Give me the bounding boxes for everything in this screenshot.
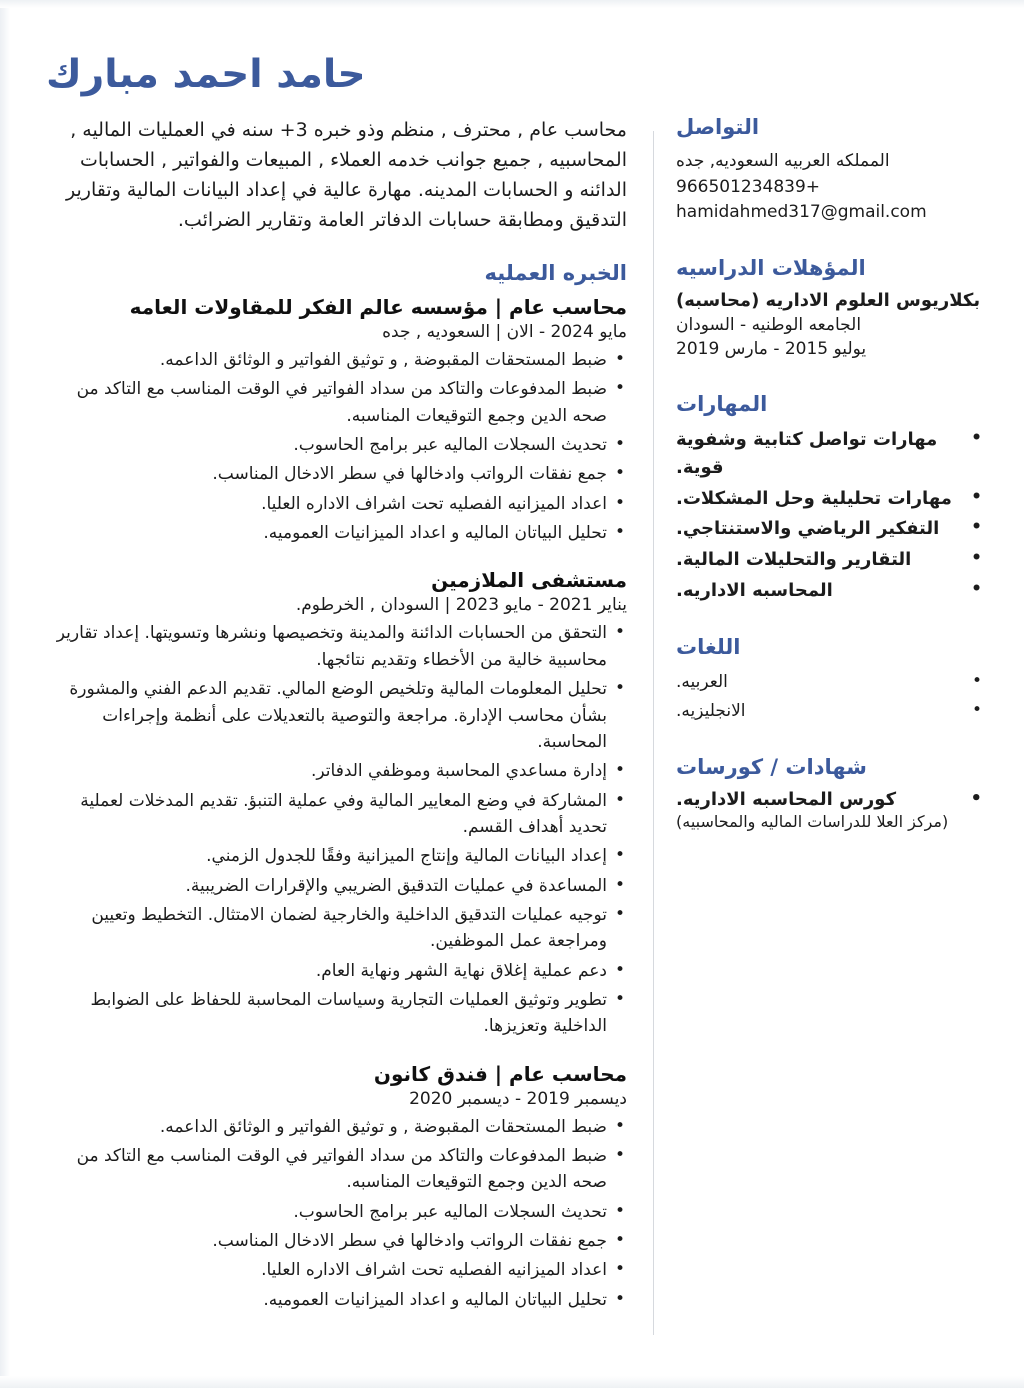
list-item: • التقارير والتحليلات المالية. <box>676 546 984 574</box>
job-title: محاسب عام | مؤسسه عالم الفكر للمقاولات العامه <box>129 295 627 320</box>
list-item: • إدارة مساعدي المحاسبة وموظفي الدفاتر. <box>40 758 627 784</box>
education-title: المؤهلات الدراسيه <box>676 255 866 280</box>
list-item: • ضبط المدفوعات والتاكد من سداد الفواتير في الوقت المناسب مع التاكد من صحه الدين وجمع التوقيعات المناسبه. <box>40 376 627 429</box>
education-degree: بكلاريوس العلوم الاداريه (محاسبه) <box>676 289 981 311</box>
page-edge-top <box>0 0 1024 8</box>
list-item: • التفكير الرياضي والاستنتاجي. <box>676 515 984 543</box>
job-meta: ديسمبر 2019 - ديسمبر 2020 <box>409 1088 627 1109</box>
list-item: • جمع نفقات الرواتب وادخالها في سطر الادخال المناسب. <box>40 461 627 487</box>
list-item: • تطوير وتوثيق العمليات التجارية وسياسات المحاسبة للحفاظ على الضوابط الداخلية وتعزيزها. <box>40 987 627 1040</box>
list-item: • توجيه عمليات التدقيق الداخلية والخارجية لضمان الامتثال. التخطيط وتعيين ومراجعة عمل الموظفين. <box>40 902 627 955</box>
education-school: الجامعه الوطنيه - السودان <box>676 314 862 335</box>
job-meta: يناير 2021 - مايو 2023 | السودان , الخرطوم. <box>295 595 627 616</box>
skills-title: المهارات <box>676 391 768 416</box>
certificate-provider: (مركز العلا للدراسات الماليه والمحاسبيه) <box>676 811 949 831</box>
experience-item <box>40 295 627 546</box>
list-item: • إعداد البيانات المالية وإنتاج الميزانية وفقًا للجدول الزمني. <box>40 843 627 869</box>
resume-columns <box>40 115 984 1335</box>
list-item: • تحديث السجلات الماليه عبر برامج الحاسوب. <box>40 432 627 458</box>
experience-item <box>40 1062 627 1313</box>
list-item: • جمع نفقات الرواتب وادخالها في سطر الادخال المناسب. <box>40 1228 627 1254</box>
job-bullets <box>40 620 627 1039</box>
certificates-title: شهادات / كورسات <box>676 754 867 779</box>
list-item: • ضبط المدفوعات والتاكد من سداد الفواتير في الوقت المناسب مع التاكد من صحه الدين وجمع التوقيعات المناسبه. <box>40 1143 627 1196</box>
job-title: محاسب عام | فندق كانون <box>373 1061 627 1086</box>
list-item: • العربيه. <box>676 669 984 695</box>
list-item: • تحديث السجلات الماليه عبر برامج الحاسوب. <box>40 1199 627 1225</box>
languages-section <box>676 635 984 725</box>
professional-summary: محاسب عام , محترف , منظم وذو خبره 3+ سنه في العمليات الماليه , المحاسبيه , جميع جوانب خدمه العملاء , المبيعات والفواتير , الحسابات الدائنه و الحسابات المدينه. مهارة عالية في إعداد البيانات المالية وتقارير التدقيق ومطابقة حسابات الدفاتر العامة وتقارير الضرائب. <box>66 119 627 232</box>
contact-email: hamidahmed317@gmail.com <box>676 202 927 222</box>
list-item: • المشاركة في وضع المعايير المالية وفي عملية التنبؤ. تقديم المدخلات لعملية تحديد أهداف القسم. <box>40 788 627 841</box>
list-item: • دعم عملية إغلاق نهاية الشهر ونهاية العام. <box>40 958 627 984</box>
list-item: • ضبط المستحقات المقبوضة , و توثيق الفواتير و الوثائق الداعمه. <box>40 347 627 373</box>
languages-title: اللغات <box>676 635 741 660</box>
skills-section <box>676 392 984 605</box>
education-dates: يوليو 2015 - مارس 2019 <box>676 339 867 360</box>
experience-item <box>40 568 627 1039</box>
main-column <box>40 115 653 1335</box>
list-item: • تحليل البياتان الماليه و اعداد الميزانيات العموميه. <box>40 520 627 546</box>
list-item: • المحاسبه الاداريه. <box>676 577 984 605</box>
column-divider <box>653 131 654 1335</box>
job-title: مستشفى الملازمين <box>431 568 627 593</box>
languages-list <box>676 669 984 725</box>
job-bullets <box>40 347 627 546</box>
list-item: • التحقق من الحسابات الدائنة والمدينة وتخصيصها ونشرها وتسويتها. إعداد تقارير محاسبية خالية من الأخطاء وتقديم نتائجها. <box>40 620 627 673</box>
list-item: • اعداد الميزانيه الفصليه تحت اشراف الاداره العليا. <box>40 1257 627 1283</box>
list-item: • تحليل البياتان الماليه و اعداد الميزانيات العموميه. <box>40 1287 627 1313</box>
certificate-item: • كورس المحاسبه الاداريه. <box>676 789 984 810</box>
contact-address: المملكه العربيه السعوديه, جده <box>676 151 890 171</box>
list-item: • ضبط المستحقات المقبوضة , و توثيق الفواتير و الوثائق الداعمه. <box>40 1114 627 1140</box>
education-section <box>676 256 984 362</box>
experience-title: الخبره العمليه <box>484 261 627 286</box>
contact-title: التواصل <box>676 115 760 139</box>
job-meta: مايو 2024 - الان | السعوديه , جده <box>382 322 627 343</box>
page-edge-left <box>0 0 10 1388</box>
list-item: • اعداد الميزانيه الفصليه تحت اشراف الاداره العليا. <box>40 491 627 517</box>
skills-list <box>676 426 984 605</box>
sidebar <box>654 115 984 863</box>
list-item: • الانجليزيه. <box>676 698 984 724</box>
candidate-name: حامد احمد مبارك <box>46 52 366 97</box>
contact-phone: +966501234839 <box>676 176 821 197</box>
list-item: • المساعدة في عمليات التدقيق الضريبي والإقرارات الضريبية. <box>40 873 627 899</box>
list-item: • مهارات تحليلية وحل المشكلات. <box>676 485 984 513</box>
contact-section <box>676 115 984 226</box>
list-item: • تحليل المعلومات المالية وتلخيص الوضع المالي. تقديم الدعم الفني والمشورة بشأن محاسب الإدارة. مراجعة والتوصية بالتعديلات على أنظمة وإجراءات المحاسبة. <box>40 676 627 755</box>
list-item: • مهارات تواصل كتابية وشفوية قوية. <box>676 426 984 482</box>
certificates-section <box>676 755 984 833</box>
job-bullets <box>40 1114 627 1313</box>
page-edge-bottom <box>0 1376 1024 1388</box>
